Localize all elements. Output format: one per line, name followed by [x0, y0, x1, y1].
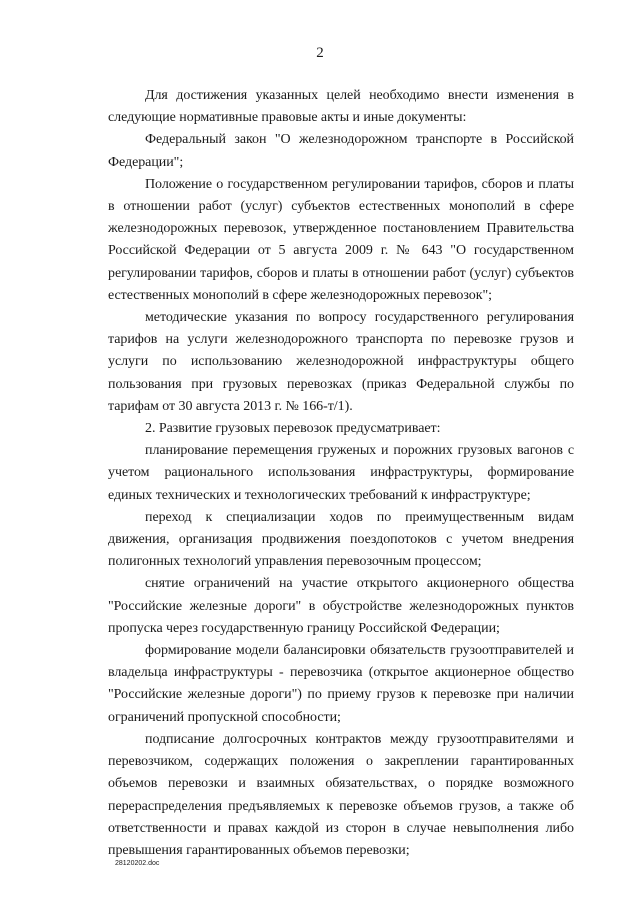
document-body	[108, 85, 574, 862]
paragraph: Для достижения указанных целей необходимо внести изменения в следующие нормативные правовые акты и иные документы:	[108, 88, 574, 126]
footer-filename: 28120202.doc	[115, 860, 160, 867]
paragraph: подписание долгосрочных контрактов между грузоотправителями и перевозчиком, содержащих положения о закреплении гарантированных объемов перевозки и взаимных обязательствах, о порядке возможного перераспределения предъявляемых к перевозке объемов грузов, а также об ответственности и правах каждой из сторон в случае невыполнения либо превышения гарантированных объемов перевозки;	[108, 731, 574, 858]
paragraph: методические указания по вопросу государственного регулирования тарифов на услуги железнодорожного транспорта по перевозке грузов и услуги по использованию железнодорожной инфраструктуры общего пользования при грузовых перевозках (приказ Федеральной службы по тарифам от 30 августа 2013 г. № 166-т/1).	[108, 310, 574, 414]
paragraph: 2. Развитие грузовых перевозок предусматривает:	[145, 421, 441, 437]
paragraph: переход к специализации ходов по преимущественным видам движения, организация продвижения поездопотоков с учетом внедрения полигонных технологий управления перевозочным процессом;	[108, 509, 574, 570]
paragraph: Положение о государственном регулировании тарифов, сборов и платы в отношении работ (услуг) субъектов естественных монополий в сфере железнодорожных перевозок, утвержденное постановлением Правительства Российской Федерации от 5 августа 2009 г. № 643 "О государственном регулировании тарифов, сборов и платы в отношении работ (услуг) субъектов естественных монополий в сфере железнодорожных перевозок";	[108, 176, 574, 303]
paragraph: Федеральный закон "О железнодорожном транспорте в Российской Федерации";	[108, 132, 574, 170]
paragraph: снятие ограничений на участие открытого акционерного общества "Российские железные дороги" в обустройстве железнодорожных пунктов пропуска через государственную границу Российской Федерации;	[108, 576, 574, 636]
paragraph: планирование перемещения груженых и порожних грузовых вагонов с учетом рационального использования инфраструктуры, формирование единых технических и технологических требований к инфраструктуре;	[108, 443, 574, 503]
paragraph: формирование модели балансировки обязательств грузоотправителей и владельца инфраструктуры - перевозчика (открытое акционерное общество "Российские железные дороги") по приему грузов к перевозке при наличии ограничений пропускной способности;	[108, 643, 574, 725]
page-number: 2	[316, 45, 324, 61]
